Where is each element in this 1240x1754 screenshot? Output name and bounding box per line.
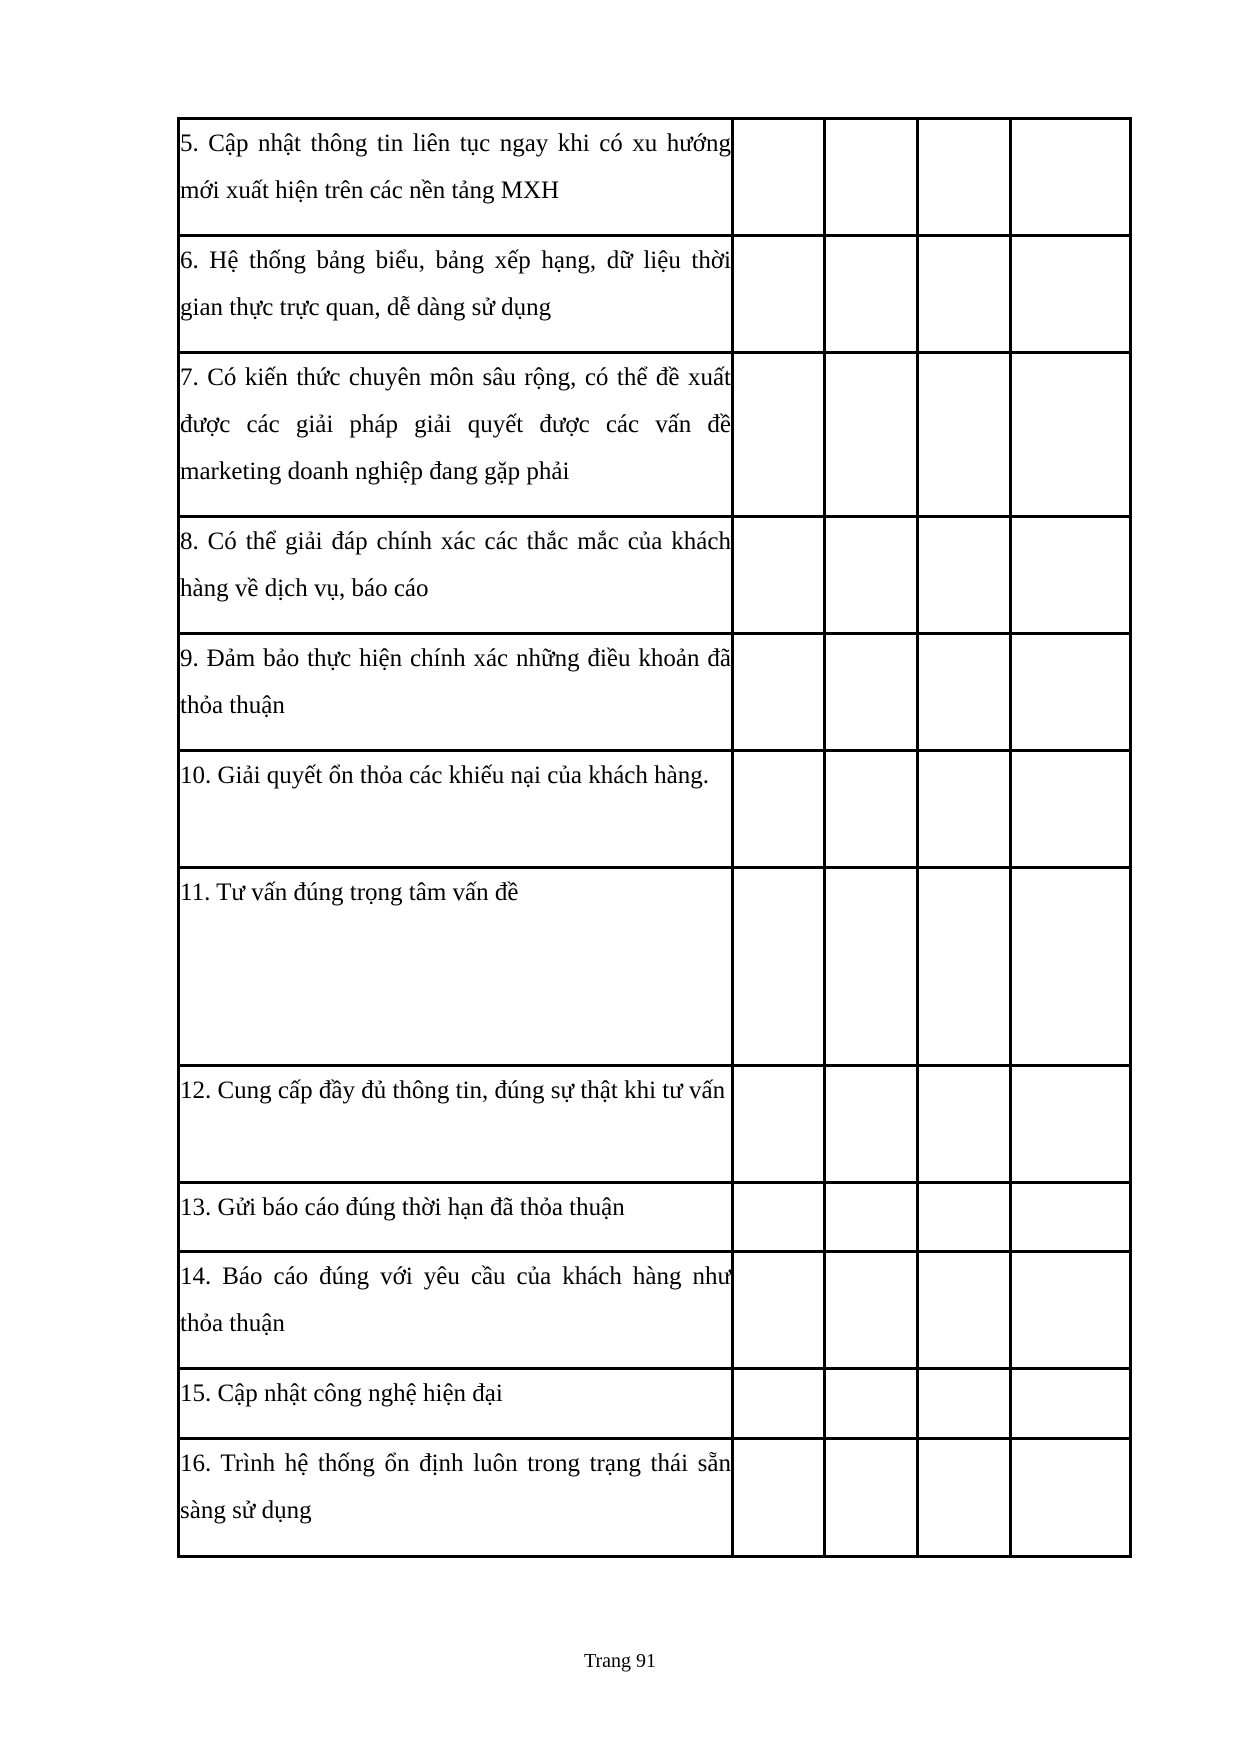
table-row — [179, 353, 1131, 517]
rating-cell-2[interactable] — [825, 1252, 918, 1369]
criterion-cell: 9. Đảm bảo thực hiện chính xác những điều khoản đã thỏa thuận — [179, 634, 733, 751]
table-row — [179, 634, 1131, 751]
table-row — [179, 868, 1131, 1066]
rating-cell-1[interactable] — [733, 1369, 825, 1439]
rating-cell-2[interactable] — [825, 1369, 918, 1439]
criterion-cell: 12. Cung cấp đầy đủ thông tin, đúng sự thật khi tư vấn — [179, 1066, 733, 1183]
rating-cell-1[interactable] — [733, 236, 825, 353]
rating-cell-2[interactable] — [825, 517, 918, 634]
rating-cell-4[interactable] — [1011, 236, 1131, 353]
table-row — [179, 1252, 1131, 1369]
survey-table — [177, 117, 1132, 1558]
rating-cell-1[interactable] — [733, 1066, 825, 1183]
criterion-cell: 11. Tư vấn đúng trọng tâm vấn đề — [179, 868, 733, 1066]
rating-cell-1[interactable] — [733, 751, 825, 868]
rating-cell-2[interactable] — [825, 119, 918, 236]
rating-cell-3[interactable] — [918, 1183, 1011, 1252]
rating-cell-1[interactable] — [733, 868, 825, 1066]
rating-cell-3[interactable] — [918, 1252, 1011, 1369]
criterion-cell: 7. Có kiến thức chuyên môn sâu rộng, có thể đề xuất được các giải pháp giải quyết được các vấn đề marketing doanh nghiệp đang gặp phải — [179, 353, 733, 517]
rating-cell-3[interactable] — [918, 868, 1011, 1066]
rating-cell-4[interactable] — [1011, 353, 1131, 517]
rating-cell-4[interactable] — [1011, 868, 1131, 1066]
criterion-cell: 10. Giải quyết ổn thỏa các khiếu nại của khách hàng. — [179, 751, 733, 868]
rating-cell-3[interactable] — [918, 1066, 1011, 1183]
rating-cell-2[interactable] — [825, 868, 918, 1066]
rating-cell-3[interactable] — [918, 236, 1011, 353]
rating-cell-2[interactable] — [825, 1183, 918, 1252]
criterion-cell: 13. Gửi báo cáo đúng thời hạn đã thỏa thuận — [179, 1183, 733, 1252]
rating-cell-4[interactable] — [1011, 1183, 1131, 1252]
table-row — [179, 1183, 1131, 1252]
rating-cell-4[interactable] — [1011, 1252, 1131, 1369]
rating-cell-1[interactable] — [733, 119, 825, 236]
table-row — [179, 1439, 1131, 1557]
rating-cell-1[interactable] — [733, 1183, 825, 1252]
rating-cell-2[interactable] — [825, 353, 918, 517]
rating-cell-1[interactable] — [733, 634, 825, 751]
rating-cell-3[interactable] — [918, 517, 1011, 634]
rating-cell-1[interactable] — [733, 1439, 825, 1557]
table-row — [179, 517, 1131, 634]
rating-cell-2[interactable] — [825, 1066, 918, 1183]
table-row — [179, 236, 1131, 353]
rating-cell-4[interactable] — [1011, 119, 1131, 236]
criterion-cell: 16. Trình hệ thống ổn định luôn trong trạng thái sẵn sàng sử dụng — [179, 1439, 733, 1557]
rating-cell-4[interactable] — [1011, 1066, 1131, 1183]
page-number: Trang 91 — [583, 1650, 657, 1672]
criterion-cell: 14. Báo cáo đúng với yêu cầu của khách hàng như thỏa thuận — [179, 1252, 733, 1369]
table-row — [179, 1066, 1131, 1183]
rating-cell-2[interactable] — [825, 236, 918, 353]
table-row — [179, 119, 1131, 236]
rating-cell-1[interactable] — [733, 1252, 825, 1369]
rating-cell-3[interactable] — [918, 1369, 1011, 1439]
rating-cell-4[interactable] — [1011, 751, 1131, 868]
table-row — [179, 1369, 1131, 1439]
rating-cell-2[interactable] — [825, 1439, 918, 1557]
rating-cell-4[interactable] — [1011, 634, 1131, 751]
rating-cell-1[interactable] — [733, 517, 825, 634]
rating-cell-3[interactable] — [918, 634, 1011, 751]
criterion-cell: 15. Cập nhật công nghệ hiện đại — [179, 1369, 733, 1439]
rating-cell-2[interactable] — [825, 634, 918, 751]
rating-cell-4[interactable] — [1011, 517, 1131, 634]
rating-cell-3[interactable] — [918, 751, 1011, 868]
rating-cell-3[interactable] — [918, 353, 1011, 517]
rating-cell-1[interactable] — [733, 353, 825, 517]
criterion-cell: 8. Có thể giải đáp chính xác các thắc mắc của khách hàng về dịch vụ, báo cáo — [179, 517, 733, 634]
rating-cell-4[interactable] — [1011, 1439, 1131, 1557]
rating-cell-3[interactable] — [918, 119, 1011, 236]
rating-cell-4[interactable] — [1011, 1369, 1131, 1439]
rating-cell-2[interactable] — [825, 751, 918, 868]
criterion-cell: 6. Hệ thống bảng biểu, bảng xếp hạng, dữ liệu thời gian thực trực quan, dễ dàng sử dụng — [179, 236, 733, 353]
rating-cell-3[interactable] — [918, 1439, 1011, 1557]
table-row — [179, 751, 1131, 868]
criterion-cell: 5. Cập nhật thông tin liên tục ngay khi có xu hướng mới xuất hiện trên các nền tảng MXH — [179, 119, 733, 236]
